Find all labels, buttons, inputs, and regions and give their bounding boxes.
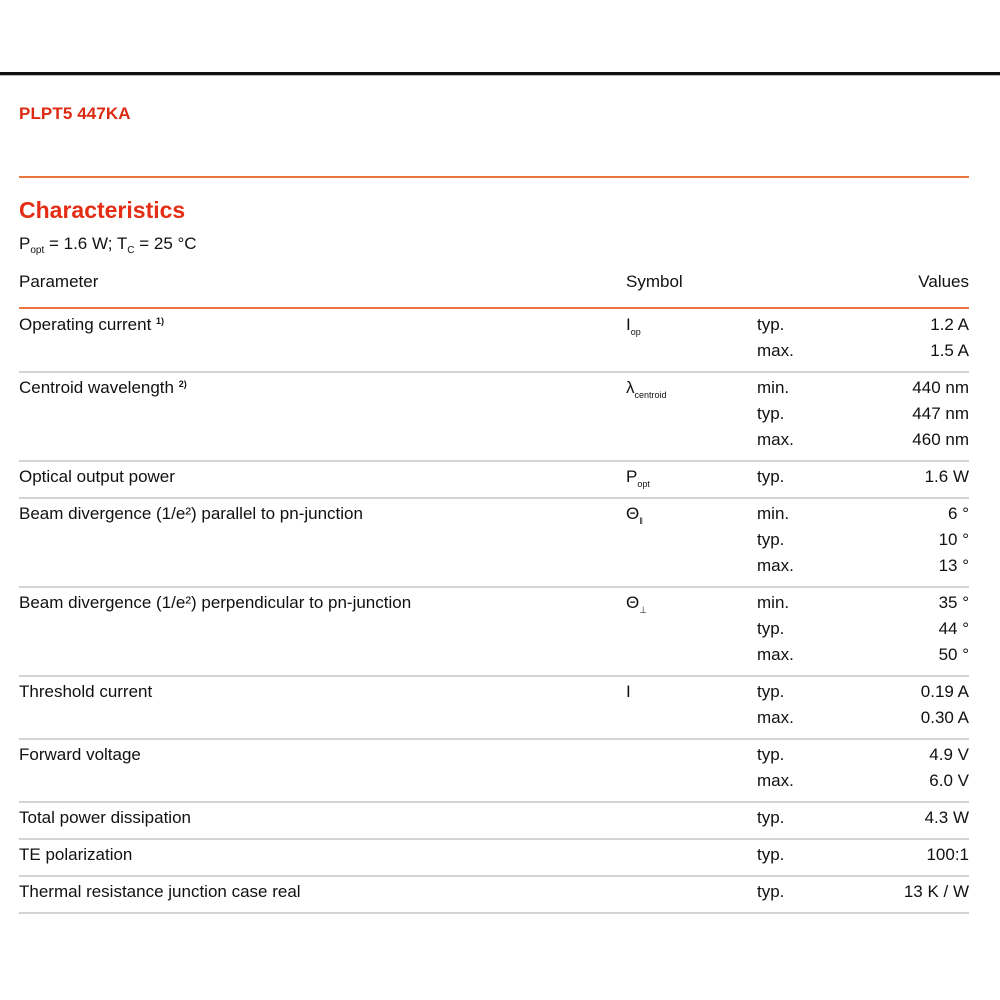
parameter-name xyxy=(19,504,363,524)
value-line xyxy=(757,404,969,430)
parameter-text: Threshold current xyxy=(19,682,153,701)
table-row xyxy=(19,462,969,499)
value-line xyxy=(757,808,969,834)
parameter-name xyxy=(19,845,132,865)
symbol-main: I xyxy=(626,682,631,701)
symbol-main: I xyxy=(626,315,631,334)
qualifier: min. xyxy=(757,378,790,397)
symbol-subscript: ⊥ xyxy=(639,605,648,615)
value-line xyxy=(757,467,969,493)
value: 440 nm xyxy=(912,378,969,397)
symbol-subscript: ǁ xyxy=(639,516,643,526)
value-line xyxy=(757,845,969,871)
symbol xyxy=(626,682,631,702)
cond-p-sub: opt xyxy=(30,245,45,256)
parameter-name xyxy=(19,745,141,765)
table-header-rule xyxy=(19,307,969,309)
section-title: Characteristics xyxy=(19,197,186,223)
value-line xyxy=(757,745,969,771)
value: 6 ° xyxy=(948,504,969,523)
value: 4.3 W xyxy=(924,808,969,827)
header-parameter: Parameter xyxy=(19,272,99,291)
value-line xyxy=(757,341,969,367)
qualifier: typ. xyxy=(757,882,785,901)
qualifier: typ. xyxy=(757,404,785,423)
qualifier: max. xyxy=(757,708,794,727)
value: 0.30 A xyxy=(920,708,969,727)
value-line xyxy=(757,504,969,530)
parameter-text: Beam divergence (1/e²) parallel to pn-junction xyxy=(19,504,363,523)
qualifier: max. xyxy=(757,645,794,664)
value-line xyxy=(757,315,969,341)
product-name: PLPT5 447KA xyxy=(19,104,131,123)
qualifier: max. xyxy=(757,341,794,360)
qualifier: typ. xyxy=(757,530,785,549)
parameter-name xyxy=(19,882,301,902)
cond-t-symbol: T xyxy=(116,234,128,253)
value-line xyxy=(757,771,969,797)
value: 4.9 V xyxy=(929,745,969,764)
qualifier: min. xyxy=(757,593,790,612)
symbol xyxy=(626,378,667,400)
table-row xyxy=(19,310,969,373)
header-values: Values xyxy=(918,272,969,291)
value-line xyxy=(757,430,969,456)
parameter-text: Optical output power xyxy=(19,467,175,486)
value-line xyxy=(757,682,969,708)
value: 6.0 V xyxy=(929,771,969,790)
cond-p-symbol: P xyxy=(19,234,31,253)
value: 50 ° xyxy=(938,645,969,664)
symbol-main: Θ xyxy=(626,593,640,612)
symbol-main: Θ xyxy=(626,504,640,523)
parameter-name xyxy=(19,467,175,487)
parameter-name xyxy=(19,315,164,335)
cond-t-sub: C xyxy=(127,245,135,256)
parameter-name xyxy=(19,682,152,702)
value: 0.19 A xyxy=(920,682,969,701)
parameter-name xyxy=(19,808,191,828)
qualifier: typ. xyxy=(757,619,785,638)
value: 13 K / W xyxy=(903,882,969,901)
table-row xyxy=(19,740,969,803)
value: 460 nm xyxy=(912,430,969,449)
parameter-text: Centroid wavelength xyxy=(19,378,174,397)
test-conditions xyxy=(19,234,197,256)
value: 10 ° xyxy=(938,530,969,549)
table-row xyxy=(19,877,969,914)
symbol-subscript: op xyxy=(630,327,641,337)
header-rule xyxy=(19,176,969,178)
parameter-text: Beam divergence (1/e²) perpendicular to pn-junction xyxy=(19,593,412,612)
value-line xyxy=(757,593,969,619)
value-line xyxy=(757,556,969,582)
footnote-ref: 1) xyxy=(156,316,165,326)
qualifier: typ. xyxy=(757,808,785,827)
value: 1.2 A xyxy=(930,315,969,334)
table-row xyxy=(19,588,969,677)
value: 13 ° xyxy=(938,556,969,575)
parameter-text: TE polarization xyxy=(19,845,133,864)
cond-t-value: = 25 °C xyxy=(134,234,197,253)
parameter-text: Forward voltage xyxy=(19,745,141,764)
value: 44 ° xyxy=(938,619,969,638)
qualifier: typ. xyxy=(757,682,785,701)
top-border-shadow xyxy=(0,75,1000,76)
table-row xyxy=(19,499,969,588)
table-row xyxy=(19,840,969,877)
table-row xyxy=(19,373,969,462)
value-line xyxy=(757,378,969,404)
value-line xyxy=(757,645,969,671)
symbol-subscript: centroid xyxy=(634,390,667,400)
header-symbol: Symbol xyxy=(626,272,683,291)
qualifier: max. xyxy=(757,430,794,449)
qualifier: typ. xyxy=(757,467,785,486)
qualifier: typ. xyxy=(757,845,785,864)
value: 1.5 A xyxy=(930,341,969,360)
parameter-text: Total power dissipation xyxy=(19,808,191,827)
symbol-subscript: opt xyxy=(637,479,650,489)
symbol xyxy=(626,467,650,489)
symbol xyxy=(626,593,647,616)
parameter-name xyxy=(19,378,187,398)
qualifier: max. xyxy=(757,771,794,790)
symbol xyxy=(626,315,641,337)
symbol-main: P xyxy=(626,467,638,486)
qualifier: typ. xyxy=(757,745,785,764)
parameter-text: Operating current xyxy=(19,315,152,334)
table-row xyxy=(19,803,969,840)
symbol xyxy=(626,504,643,526)
parameter-name xyxy=(19,593,411,613)
characteristics-table xyxy=(19,310,969,914)
table-row xyxy=(19,677,969,740)
qualifier: typ. xyxy=(757,315,785,334)
value: 1.6 W xyxy=(924,467,969,486)
cond-p-value: = 1.6 W; xyxy=(44,234,117,253)
qualifier: max. xyxy=(757,556,794,575)
value-line xyxy=(757,530,969,556)
value-line xyxy=(757,882,969,908)
value: 35 ° xyxy=(938,593,969,612)
value: 447 nm xyxy=(912,404,969,423)
footnote-ref: 2) xyxy=(178,379,187,389)
parameter-text: Thermal resistance junction case real xyxy=(19,882,301,901)
value-line xyxy=(757,708,969,734)
value-line xyxy=(757,619,969,645)
value: 100:1 xyxy=(926,845,969,864)
qualifier: min. xyxy=(757,504,790,523)
symbol-main: λ xyxy=(626,378,635,397)
